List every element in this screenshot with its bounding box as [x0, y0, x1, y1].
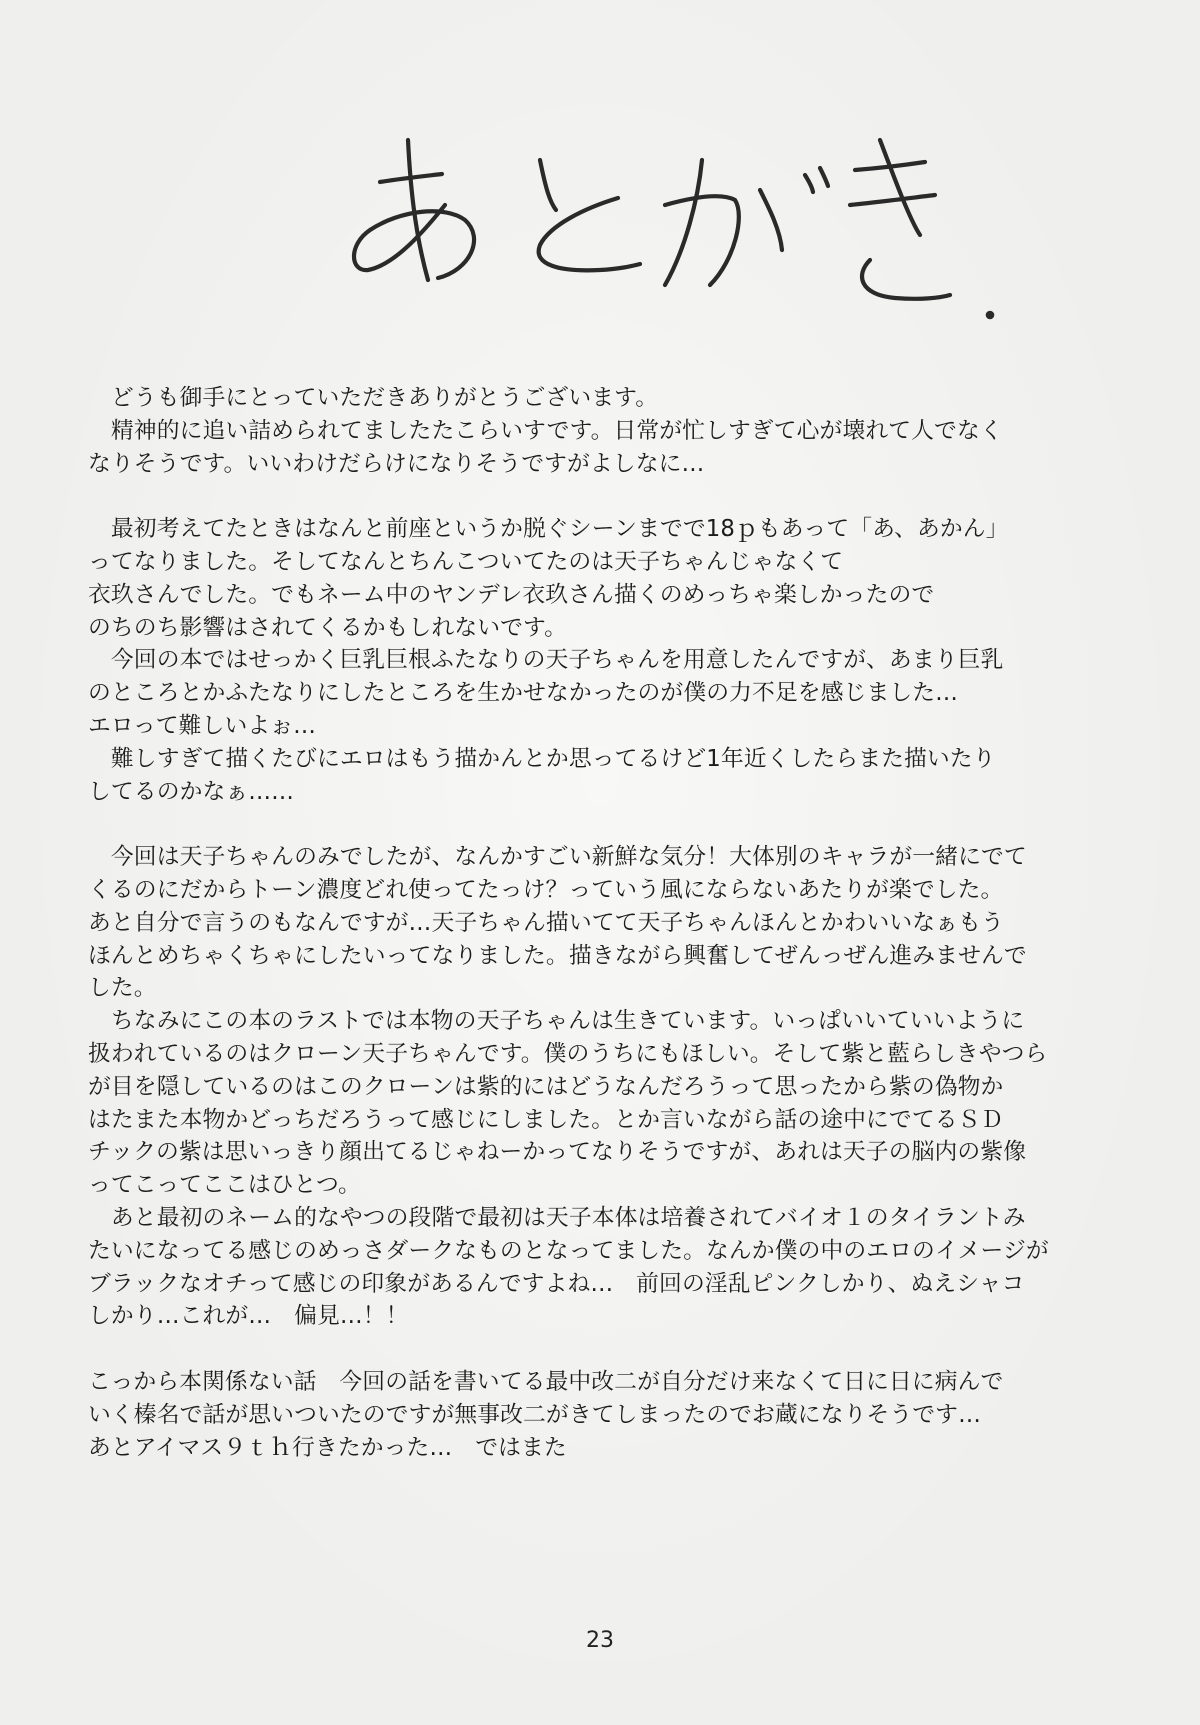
text-line: あと自分で言うのもなんですが…天子ちゃん描いてて天子ちゃんほんとかわいいなぁもう — [88, 909, 1004, 936]
text-line: くるのにだからトーン濃度どれ使ってたっけ？っていう風にならないあたりが楽でした。 — [88, 876, 1004, 903]
text-line: たいになってる感じのめっさダークなものとなってました。なんか僕の中のエロのイメージが — [88, 1237, 1049, 1264]
text-line: こっから本関係ない話 今回の話を書いてる最中改二が自分だけ来なくて日に日に病んで — [88, 1368, 1004, 1395]
text-line: 衣玖さんでした。でもネーム中のヤンデレ衣玖さん描くのめっちゃ楽しかったので — [88, 581, 935, 608]
paragraph-2 — [88, 513, 1138, 808]
text-line: のところとかふたなりにしたところを生かせなかったのが僕の力不足を感じました… — [88, 680, 959, 707]
text-line: はたまた本物かどっちだろうって感じにしました。とか言いながら話の途中にでてるＳＤ — [88, 1106, 1004, 1133]
paragraph-spacer — [88, 1333, 1138, 1366]
text-line: した。 — [88, 975, 157, 1002]
text-line: ほんとめちゃくちゃにしたいってなりました。描きながら興奮してぜんっぜん進みませんで — [88, 942, 1027, 969]
text-line: のちのち影響はされてくるかもしれないです。 — [88, 614, 568, 641]
paragraph-1 — [88, 382, 1138, 480]
text-line: しかり…これが… 偏見…！！ — [88, 1303, 409, 1330]
text-line: ってなりました。そしてなんとちんこついてたのは天子ちゃんじゃなくて — [88, 548, 844, 575]
text-line: チックの紫は思いっきり顔出てるじゃねーかってなりそうですが、あれは天子の脳内の紫像 — [88, 1139, 1027, 1166]
text-line: 扱われているのはクローン天子ちゃんです。僕のうちにもほしい。そして紫と藍らしきやつら — [88, 1040, 1048, 1067]
text-line: 今回は天子ちゃんのみでしたが、なんかすごい新鮮な気分！大体別のキャラが一緒にでて — [88, 844, 1027, 871]
text-line: 精神的に追い詰められてましたたこらいすです。日常が忙しすぎて心が壊れて人でなく — [88, 417, 1003, 444]
text-line: なりそうです。いいわけだらけになりそうですがよしなに… — [88, 450, 705, 477]
text-line: あと最初のネーム的なやつの段階で最初は天子本体は培養されてバイオ１のタイラントみ — [88, 1204, 1026, 1231]
text-line: 難しすぎて描くたびにエロはもう描かんとか思ってるけど1年近くしたらまた描いたり — [88, 745, 996, 772]
paragraph-4 — [88, 1366, 1138, 1464]
text-line: ブラックなオチって感じの印象があるんですよね… 前回の淫乱ピンクしかり、ぬえシャコ — [88, 1270, 1025, 1297]
text-line: どうも御手にとっていただきありがとうございます。 — [88, 385, 659, 411]
text-line: が目を隠しているのはこのクローンは紫的にはどうなんだろうって思ったから紫の偽物か — [88, 1073, 1004, 1100]
page-title — [350, 120, 1010, 370]
text-line: エロって難しいよぉ… — [88, 712, 317, 739]
text-line: 今回の本ではせっかく巨乳巨根ふたなりの天子ちゃんを用意したんですが、あまり巨乳 — [88, 647, 1004, 674]
text-line: ちなみにこの本のラストでは本物の天子ちゃんは生きています。いっぱいいていいように — [88, 1008, 1025, 1035]
handwritten-title-drawing — [350, 120, 1010, 370]
text-line: あとアイマス９ｔｈ行きたかった… ではまた — [88, 1434, 567, 1461]
text-line: してるのかなぁ…… — [88, 778, 295, 805]
page-number: 23 — [586, 1628, 614, 1653]
text-line: いく榛名で話が思いついたのですが無事改二がきてしまったのでお蔵になりそうです… — [88, 1401, 981, 1428]
text-line: ってこってここはひとつ。 — [88, 1172, 361, 1199]
paragraph-3 — [88, 841, 1138, 1333]
paragraph-spacer — [88, 480, 1138, 513]
paragraph-spacer — [88, 808, 1138, 841]
text-line: 最初考えてたときはなんと前座というか脱ぐシーンまでで18ｐもあって「あ、あかん」 — [88, 516, 1009, 543]
afterword-body — [88, 382, 1138, 1464]
